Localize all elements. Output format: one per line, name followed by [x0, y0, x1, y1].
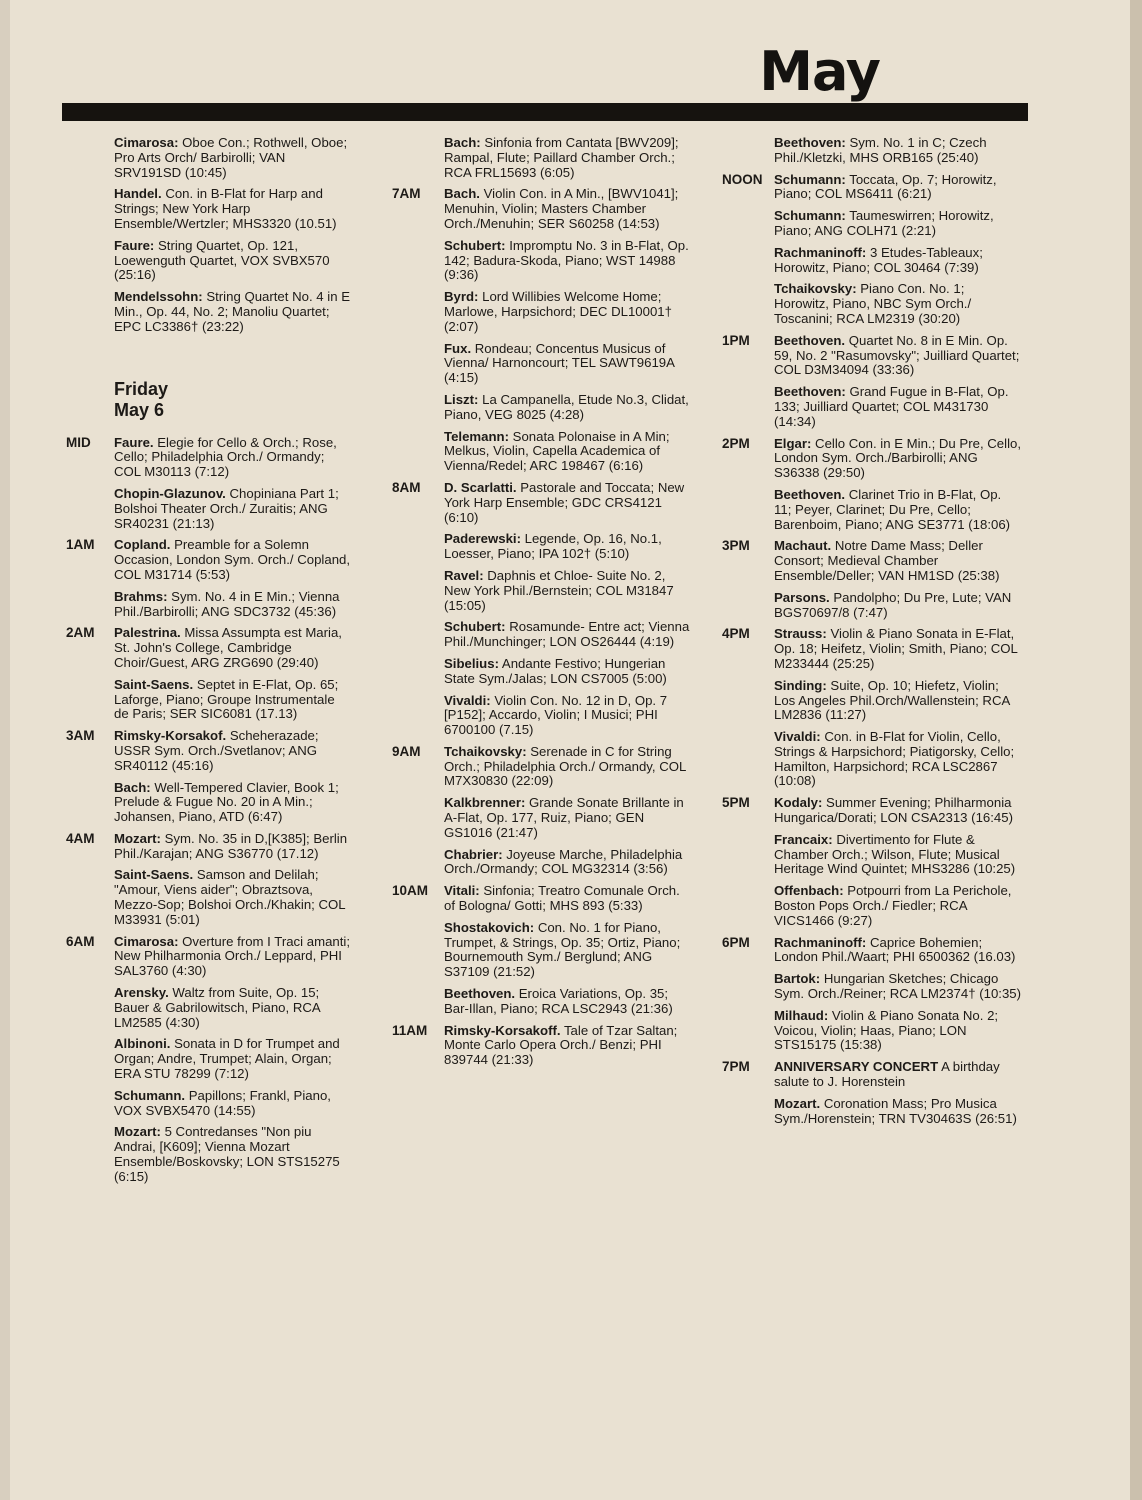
composer-name: Kalkbrenner: — [444, 795, 526, 811]
composer-name: Handel. — [114, 186, 162, 202]
program-entry — [62, 590, 352, 620]
work-details: Septet in E-Flat, Op. 65; Laforge, Piano; Groupe Instrumentale de Paris; SER SIC6081 (17.13) — [114, 676, 339, 722]
work-details: Oboe Con.; Rothwell, Oboe; Pro Arts Orch/ Barbirolli; VAN SRV191SD (10:45) — [114, 135, 348, 180]
day-heading-date: May 6 — [114, 399, 165, 420]
program-entry — [722, 936, 1022, 966]
work-details: Legende, Op. 16, No.1, Loesser, Piano; IPA 102† (5:10) — [444, 531, 662, 562]
composer-name: Faure: — [114, 237, 155, 253]
work-details: Sym. No. 1 in C; Czech Phil./Kletzki, MHS ORB165 (25:40) — [774, 135, 987, 165]
work-details: Rosamunde- Entre act; Vienna Phil./Munchinger; LON OS26444 (4:19) — [444, 619, 690, 650]
program-entry — [392, 136, 692, 180]
program-entry — [722, 282, 1022, 326]
work-details: Sonata in D for Trumpet and Organ; Andre, Trumpet; Alain, Organ; ERA STU 78299 (7:12) — [114, 1036, 340, 1082]
composer-name: Chopin-Glazunov. — [114, 485, 226, 501]
composer-name: Milhaud: — [774, 1007, 829, 1023]
program-entry — [62, 729, 352, 773]
time-slot: 2PM — [722, 435, 750, 451]
composer-name: Cimarosa: — [114, 933, 179, 949]
program-entry — [392, 481, 692, 525]
composer-name: Beethoven. — [444, 986, 516, 1002]
column-1 — [62, 136, 352, 1192]
time-slot: 8AM — [392, 479, 421, 495]
composer-name: Cimarosa: — [114, 135, 179, 150]
program-entry — [722, 1097, 1022, 1127]
program-entry — [62, 868, 352, 927]
program-entry — [722, 173, 1022, 203]
composer-name: Beethoven. — [774, 332, 846, 348]
time-slot: 5PM — [722, 795, 750, 811]
program-entry — [62, 1089, 352, 1119]
composer-name: Machaut. — [774, 538, 832, 554]
composer-name: Bach: — [444, 135, 481, 150]
program-entry — [722, 488, 1022, 532]
work-details: Sinfonia from Cantata [BWV209]; Rampal, Flute; Paillard Chamber Orch.; RCA FRL15693 (6:05) — [444, 135, 679, 180]
work-details: Summer Evening; Philharmonia Hungarica/Dorati; LON CSA2313 (16:45) — [774, 795, 1013, 826]
work-details: Cello Con. in E Min.; Du Pre, Cello, London Sym. Orch./Barbirolli; ANG S36338 (29:50) — [774, 435, 1021, 481]
program-entry — [722, 209, 1022, 239]
work-details: Daphnis et Chloe- Suite No. 2, New York Phil./Bernstein; COL M31847 (15:05) — [444, 567, 674, 613]
header-rule — [62, 103, 1028, 121]
composer-name: Shostakovich: — [444, 919, 535, 935]
program-entry — [392, 187, 692, 231]
composer-name: Parsons. — [774, 589, 830, 605]
work-details: String Quartet No. 4 in E Min., Op. 44, No. 2; Manoliu Quartet; EPC LC3386† (23:22) — [114, 289, 350, 334]
program-entry — [722, 385, 1022, 429]
program-entry — [62, 239, 352, 283]
time-slot: 3AM — [66, 728, 95, 744]
composer-name: Tchaikovsky: — [444, 743, 527, 759]
program-entry — [392, 290, 692, 334]
work-details: Impromptu No. 3 in B-Flat, Op. 142; Badura-Skoda, Piano; WST 14988 (9:36) — [444, 237, 689, 283]
program-entry — [62, 436, 352, 480]
work-details: Overture from I Traci amanti; New Philharmonia Orch./ Leppard, PHI SAL3760 (4:30) — [114, 933, 350, 979]
program-entry — [392, 342, 692, 386]
work-details: Suite, Op. 10; Hiefetz, Violin; Los Angeles Phil.Orch/Wallenstein; RCA LM2836 (11:27) — [774, 677, 1010, 723]
composer-name: Liszt: — [444, 391, 479, 407]
work-details: Sym. No. 35 in D,[K385]; Berlin Phil./Karajan; ANG S36770 (17.12) — [114, 830, 348, 861]
work-details: La Campanella, Etude No.3, Clidat, Piano, VEG 8025 (4:28) — [444, 391, 689, 422]
composer-name: Arensky. — [114, 985, 169, 1001]
program-entry — [392, 430, 692, 474]
work-details: Missa Assumpta est Maria, St. John's College, Cambridge Choir/Guest, ARG ZRG690 (29:40) — [114, 625, 342, 670]
day-heading-weekday: Friday — [114, 378, 169, 399]
page-title: May — [759, 40, 880, 103]
work-details: Toccata, Op. 7; Horowitz, Piano; COL MS6411 (6:21) — [774, 171, 997, 202]
program-entry — [722, 539, 1022, 583]
program-entry — [392, 921, 692, 980]
composer-name: Kodaly: — [774, 795, 823, 811]
program-entry — [392, 848, 692, 878]
work-details: Sym. No. 4 in E Min.; Vienna Phil./Barbirolli; ANG SDC3732 (45:36) — [114, 588, 340, 619]
composer-name: Byrd: — [444, 289, 479, 305]
program-entry — [62, 290, 352, 334]
composer-name: Albinoni. — [114, 1036, 171, 1052]
composer-name: Strauss: — [774, 626, 827, 642]
column-2 — [392, 136, 692, 1075]
composer-name: Mozart: — [114, 1124, 161, 1140]
work-details: Violin & Piano Sonata No. 2; Voicou, Violin; Haas, Piano; LON STS15175 (15:38) — [774, 1007, 999, 1053]
composer-name: Palestrina. — [114, 625, 181, 641]
program-entry — [392, 620, 692, 650]
work-details: String Quartet, Op. 121, Loewenguth Quartet, VOX SVBX570 (25:16) — [114, 237, 330, 283]
work-details: Andante Festivo; Hungerian State Sym./Jalas; LON CS7005 (5:00) — [444, 655, 667, 686]
work-details: Scheherazade; USSR Sym. Orch./Svetlanov; ANG SR40112 (45:16) — [114, 728, 319, 773]
work-details: Notre Dame Mass; Deller Consort; Medieval Chamber Ensemble/Deller; VAN HM1SD (25:38) — [774, 538, 1000, 583]
program-entry — [722, 437, 1022, 481]
work-details: Taumeswirren; Horowitz, Piano; ANG COLH71 (2:21) — [774, 208, 994, 238]
composer-name: Beethoven. — [774, 486, 846, 502]
composer-name: Chabrier: — [444, 846, 503, 862]
composer-name: Vivaldi: — [774, 729, 821, 745]
time-slot: 7PM — [722, 1059, 750, 1075]
program-entry — [62, 935, 352, 979]
work-details: Serenade in C for String Orch.; Philadelphia Orch./ Ormandy, COL M7X30830 (22:09) — [444, 743, 686, 789]
work-details: Violin Con. No. 12 in D, Op. 7 [P152]; Accardo, Violin; I Musici; PHI 6700100 (7.15) — [444, 692, 668, 738]
column-3 — [722, 136, 1022, 1133]
work-details: Piano Con. No. 1; Horowitz, Piano, NBC Sym Orch./ Toscanini; RCA LM2319 (30:20) — [774, 281, 972, 326]
work-details: Elegie for Cello & Orch.; Rose, Cello; Philadelphia Orch./ Ormandy; COL M30113 (7:12) — [114, 434, 337, 480]
program-entry — [392, 1024, 692, 1068]
work-details: Preamble for a Solemn Occasion, London Sym. Orch./ Copland, COL M31714 (5:53) — [114, 537, 351, 582]
time-slot: 11AM — [392, 1022, 428, 1038]
day-heading — [62, 379, 352, 421]
work-details: Well-Tempered Clavier, Book 1; Prelude & Fugue No. 20 in A Min.; Johansen, Piano, ATD (6:47) — [114, 779, 339, 825]
composer-name: D. Scarlatti. — [444, 479, 517, 495]
composer-name: Telemann: — [444, 428, 509, 444]
composer-name: Paderewski: — [444, 531, 521, 547]
composer-name: Tchaikovsky: — [774, 281, 857, 297]
program-entry — [722, 833, 1022, 877]
composer-name: Saint-Saens. — [114, 676, 194, 692]
work-details: Waltz from Suite, Op. 15; Bauer & Gabrilowitsch, Piano, RCA LM2585 (4:30) — [114, 985, 320, 1030]
program-entry — [722, 1060, 1022, 1090]
program-entry — [722, 1009, 1022, 1053]
composer-name: Rimsky-Korsakoff. — [444, 1022, 561, 1038]
composer-name: Schubert: — [444, 237, 506, 253]
work-details: Violin & Piano Sonata in E-Flat, Op. 18; Heifetz, Violin; Smith, Piano; COL M233444 (25:25) — [774, 626, 1018, 671]
work-details: Pandolpho; Du Pre, Lute; VAN BGS70697/8 (7:47) — [774, 589, 1012, 620]
work-details: Violin Con. in A Min., [BWV1041]; Menuhin, Violin; Masters Chamber Orch./Menuhin; SER S60258 (14:53) — [444, 186, 679, 231]
work-details: A birthday salute to J. Horenstein — [774, 1059, 1000, 1090]
work-details: Rondeau; Concentus Musicus of Vienna/ Harnoncourt; TEL SAWT9619A (4:15) — [444, 340, 675, 386]
composer-name: Schumann. — [114, 1087, 186, 1103]
composer-name: Mozart: — [114, 830, 161, 846]
program-entry — [722, 246, 1022, 276]
work-details: Papillons; Frankl, Piano, VOX SVBX5470 (14:55) — [114, 1087, 331, 1118]
program-entry — [62, 626, 352, 670]
work-details: Eroica Variations, Op. 35; Bar-Illan, Piano; RCA LSC2943 (21:36) — [444, 986, 673, 1016]
program-entry — [392, 694, 692, 738]
composer-name: Sinding: — [774, 677, 827, 693]
work-details: Sonata Polonaise in A Min; Melkus, Violin, Capella Academica of Vienna/Redel; ARC 198467 (6:16) — [444, 428, 670, 474]
composer-name: Rachmaninoff: — [774, 244, 867, 260]
composer-name: Faure. — [114, 434, 154, 450]
composer-name: Copland. — [114, 537, 171, 553]
composer-name: Francaix: — [774, 831, 833, 847]
time-slot: 10AM — [392, 883, 429, 899]
composer-name: Offenbach: — [774, 883, 844, 899]
work-details: Clarinet Trio in B-Flat, Op. 11; Peyer, Clarinet; Du Pre, Cello; Barenboim, Piano; ANG SE3771 (18:06) — [774, 486, 1011, 532]
time-slot: 2AM — [66, 625, 95, 641]
work-details: Joyeuse Marche, Philadelphia Orch./Ormandy; COL MG32314 (3:56) — [444, 846, 683, 877]
program-entry — [392, 657, 692, 687]
work-details: Tale of Tzar Saltan; Monte Carlo Opera Orch./ Benzi; PHI 839744 (21:33) — [444, 1022, 678, 1068]
composer-name: Schubert: — [444, 619, 506, 635]
program-entry — [722, 591, 1022, 621]
composer-name: Beethoven: — [774, 384, 846, 400]
work-details: Pastorale and Toccata; New York Harp Ensemble; GDC CRS4121 (6:10) — [444, 479, 685, 525]
composer-name: ANNIVERSARY CONCERT — [774, 1059, 939, 1075]
work-details: Chopiniana Part 1; Bolshoi Theater Orch./ Zuraitis; ANG SR40231 (21:13) — [114, 485, 339, 531]
program-entry — [392, 884, 692, 914]
work-details: Coronation Mass; Pro Musica Sym./Horenstein; TRN TV30463S (26:51) — [774, 1095, 1017, 1126]
composer-name: Bach. — [444, 186, 480, 202]
time-slot: 1AM — [66, 537, 95, 553]
program-entry — [392, 796, 692, 840]
composer-name: Fux. — [444, 340, 472, 356]
program-entry — [392, 532, 692, 562]
program-entry — [62, 487, 352, 531]
work-details: Divertimento for Flute & Chamber Orch.; Wilson, Flute; Musical Heritage Wind Quintet; MHS3286 (10:25) — [774, 831, 1016, 877]
program-entry — [722, 972, 1022, 1002]
composer-name: Brahms: — [114, 588, 168, 604]
program-entry — [722, 730, 1022, 789]
time-slot: MID — [66, 434, 91, 450]
program-entry — [62, 538, 352, 582]
work-details: Lord Willibies Welcome Home; Marlowe, Harpsichord; DEC DL10001† (2:07) — [444, 289, 672, 334]
composer-name: Saint-Saens. — [114, 867, 194, 883]
time-slot: 6AM — [66, 933, 95, 949]
program-entry — [392, 745, 692, 789]
composer-name: Schumann: — [774, 171, 846, 187]
time-slot: 9AM — [392, 743, 421, 759]
program-entry — [722, 884, 1022, 928]
time-slot: NOON — [722, 171, 763, 187]
composer-name: Vitali: — [444, 883, 480, 899]
work-details: 3 Etudes-Tableaux; Horowitz, Piano; COL 30464 (7:39) — [774, 244, 983, 275]
time-slot: 4PM — [722, 626, 750, 642]
program-entry — [62, 136, 352, 180]
work-details: Samson and Delilah; "Amour, Viens aider"; Obraztsova, Mezzo-Sop; Bolshoi Orch./Khakin; COL M33931 (5:01) — [114, 867, 346, 927]
work-details: Quartet No. 8 in E Min. Op. 59, No. 2 "Rasumovsky"; Juilliard Quartet; COL D3M34094 (33:36) — [774, 332, 1020, 378]
program-entry — [62, 1125, 352, 1184]
program-entry — [62, 986, 352, 1030]
program-entry — [392, 239, 692, 283]
program-entry — [722, 136, 1022, 166]
composer-name: Mendelssohn: — [114, 289, 203, 305]
program-entry — [62, 187, 352, 231]
program-entry — [722, 679, 1022, 723]
composer-name: Bach: — [114, 779, 151, 795]
program-entry — [722, 627, 1022, 671]
work-details: Con. in B-Flat for Harp and Strings; New York Harp Ensemble/Wertzler; MHS3320 (10.51) — [114, 186, 337, 231]
composer-name: Rachmaninoff: — [774, 934, 867, 950]
work-details: Con. in B-Flat for Violin, Cello, Strings & Harpsichord; Piatigorsky, Cello; Hamilton, Harpsichord; RCA LSC2867 (10:08) — [774, 729, 1015, 789]
work-details: Potpourri from La Perichole, Boston Pops Orch./ Fiedler; RCA VICS1466 (9:27) — [774, 883, 1012, 928]
composer-name: Sibelius: — [444, 655, 499, 671]
work-details: Hungarian Sketches; Chicago Sym. Orch./Reiner; RCA LM2374† (10:35) — [774, 971, 1022, 1002]
composer-name: Bartok: — [774, 971, 821, 987]
work-details: Grande Sonate Brillante in A-Flat, Op. 177, Ruiz, Piano; GEN GS1016 (21:47) — [444, 795, 684, 840]
program-entry — [392, 393, 692, 423]
work-details: Grand Fugue in B-Flat, Op. 133; Juilliard Quartet; COL M431730 (14:34) — [774, 384, 1009, 429]
program-entry — [62, 678, 352, 722]
composer-name: Schumann: — [774, 208, 846, 224]
program-entry — [62, 832, 352, 862]
time-slot: 6PM — [722, 934, 750, 950]
program-entry — [392, 569, 692, 613]
time-slot: 1PM — [722, 332, 750, 348]
composer-name: Rimsky-Korsakof. — [114, 728, 227, 744]
work-details: 5 Contredanses "Non piu Andrai, [K609]; Vienna Mozart Ensemble/Boskovsky; LON STS15275 (6:15) — [114, 1124, 340, 1184]
composer-name: Ravel: — [444, 567, 484, 583]
time-slot: 4AM — [66, 830, 95, 846]
work-details: Caprice Bohemien; London Phil./Waart; PHI 6500362 (16.03) — [774, 934, 1016, 965]
program-entry — [392, 987, 692, 1017]
composer-name: Elgar: — [774, 435, 812, 451]
program-entry — [62, 1037, 352, 1081]
composer-name: Beethoven: — [774, 135, 846, 150]
composer-name: Vivaldi: — [444, 692, 491, 708]
work-details: Sinfonia; Treatro Comunale Orch. of Bologna/ Gotti; MHS 893 (5:33) — [444, 883, 680, 914]
work-details: Con. No. 1 for Piano, Trumpet, & Strings, Op. 35; Ortiz, Piano; Bournemouth Sym./ Berglund; ANG S37109 (21:52) — [444, 919, 681, 980]
time-slot: 7AM — [392, 186, 421, 202]
time-slot: 3PM — [722, 538, 750, 554]
program-entry — [62, 781, 352, 825]
composer-name: Mozart. — [774, 1095, 821, 1111]
program-entry — [722, 334, 1022, 378]
program-entry — [722, 796, 1022, 826]
